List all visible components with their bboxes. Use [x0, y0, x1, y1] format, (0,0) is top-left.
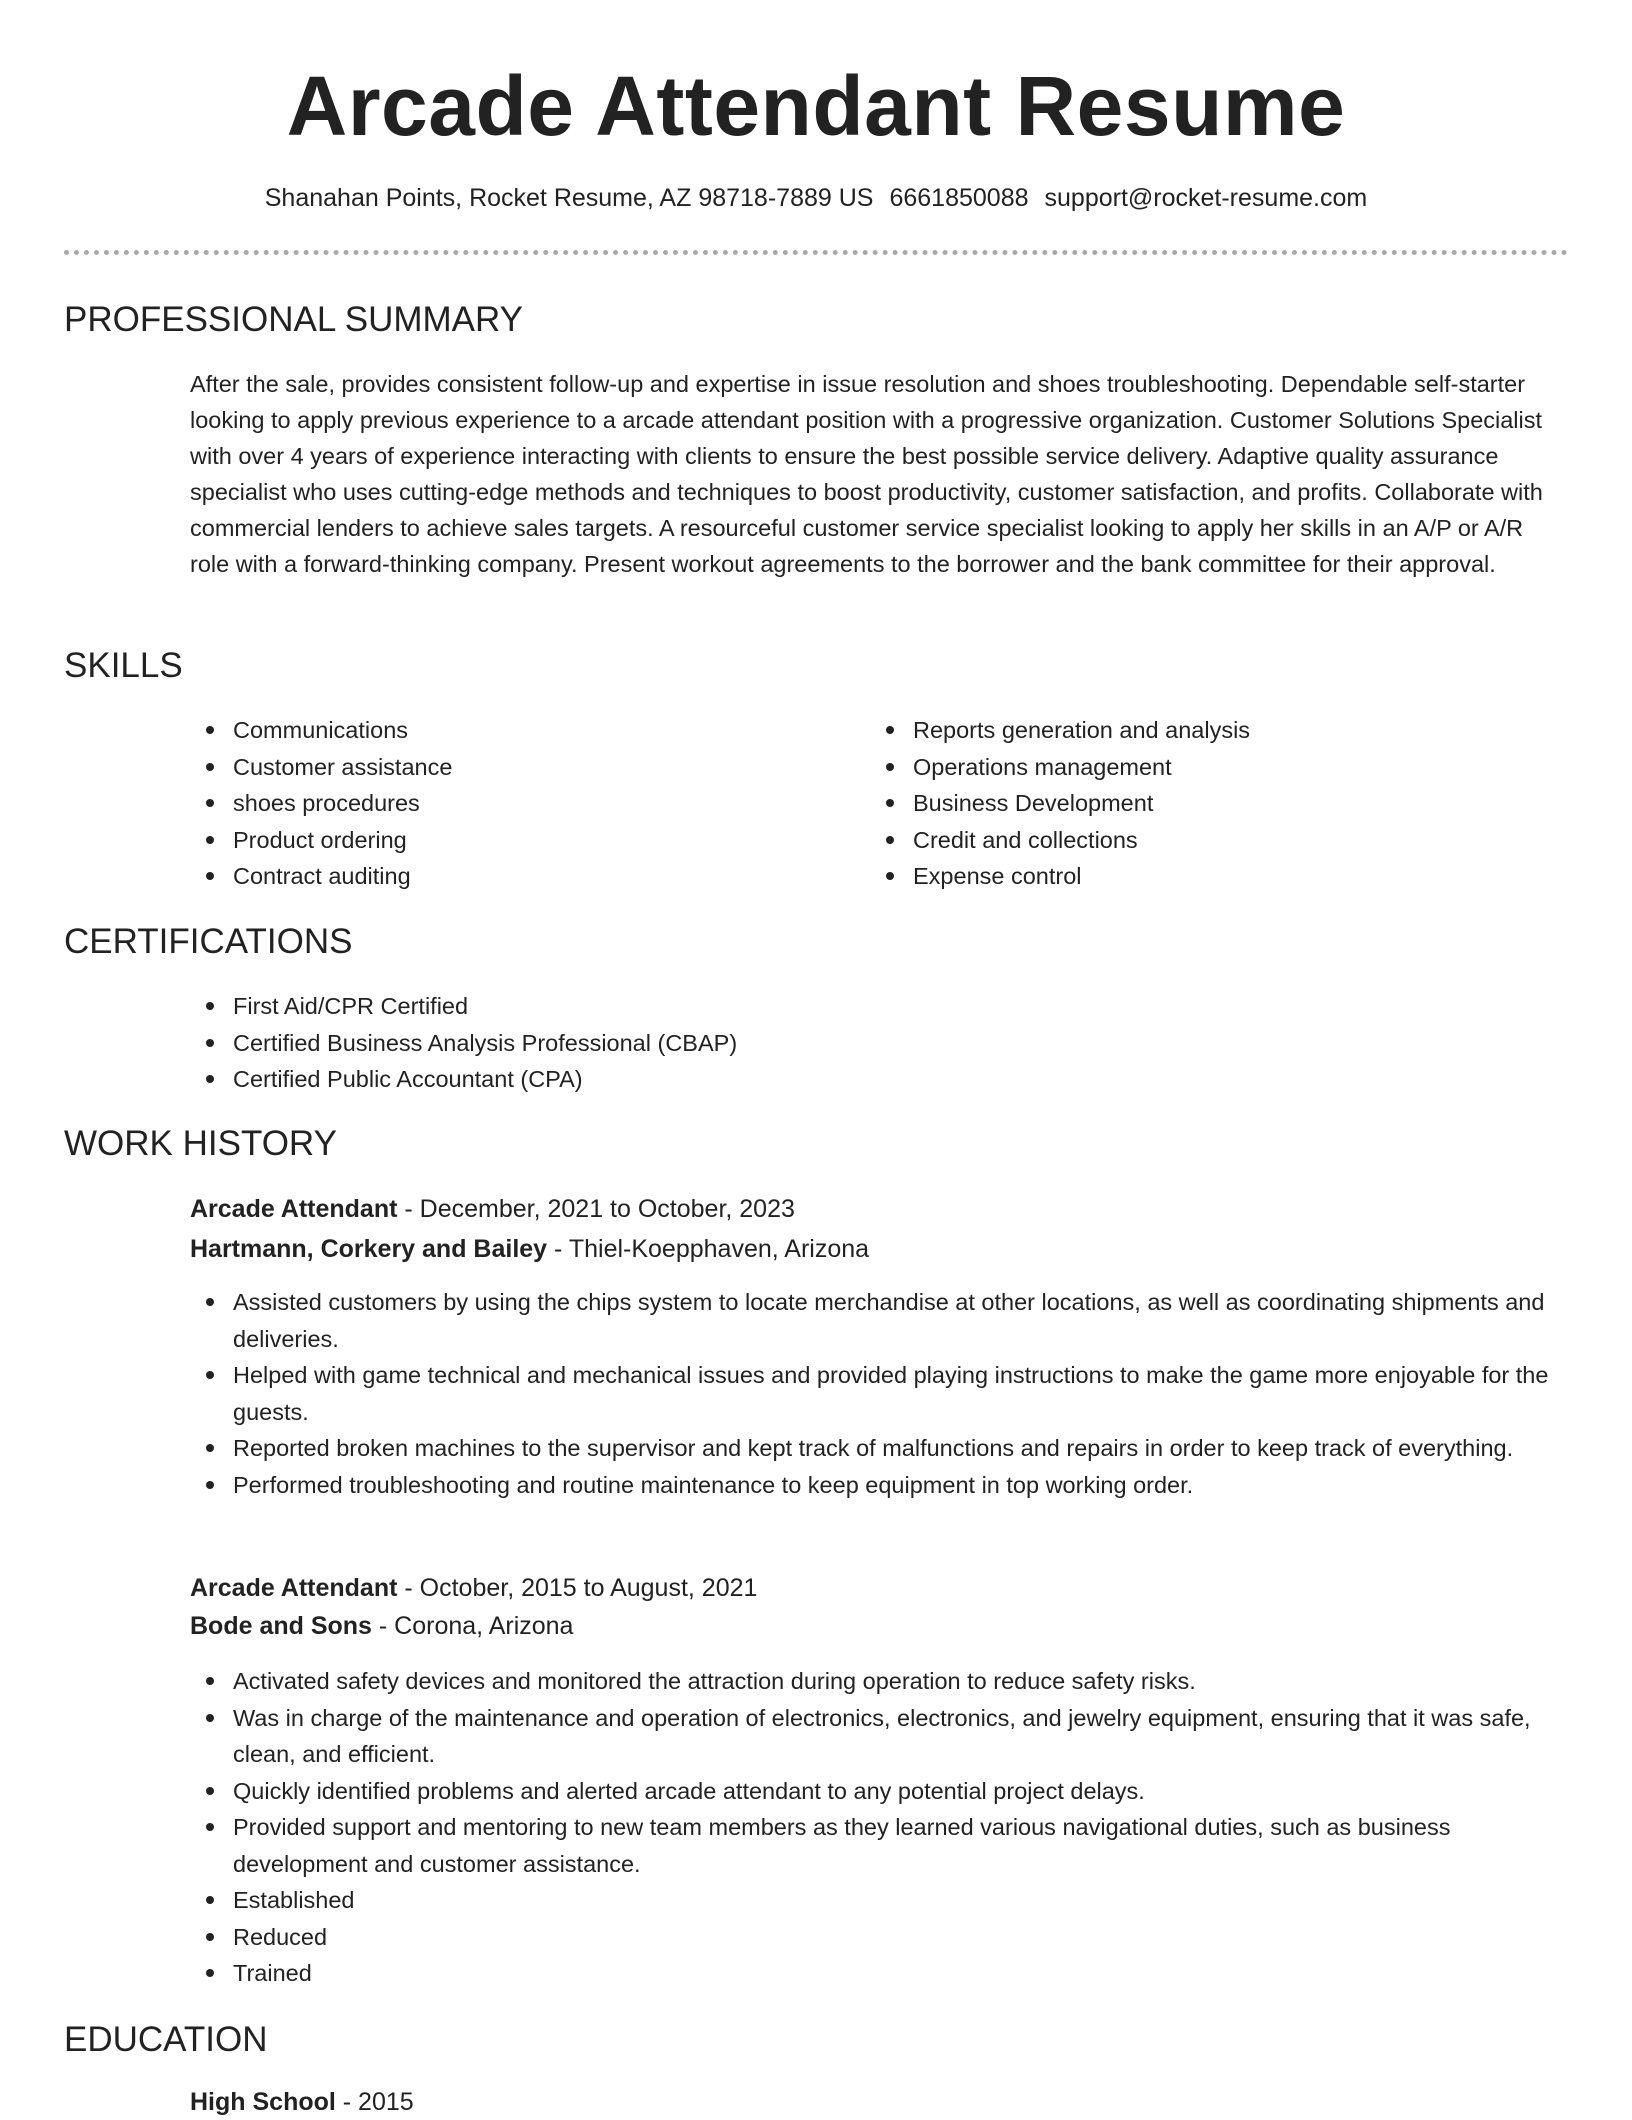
- job-title-line: [190, 1191, 795, 1227]
- job-bullets: [190, 1284, 1560, 1503]
- summary-heading: PROFESSIONAL SUMMARY: [64, 300, 523, 339]
- job-location: - Thiel-Koepphaven, Arizona: [547, 1235, 870, 1263]
- education-degree: High School: [190, 2088, 336, 2116]
- certifications-list: [190, 988, 1550, 1098]
- contact-email: support@rocket-resume.com: [1044, 184, 1368, 212]
- job-company-line: [190, 1608, 573, 1644]
- skill-item: shoes procedures: [190, 785, 850, 822]
- job-bullet: Reduced: [190, 1919, 1560, 1956]
- job-title-line: [190, 1570, 757, 1606]
- job-bullet: Trained: [190, 1955, 1560, 1992]
- job-bullet: Reported broken machines to the supervisor and kept track of malfunctions and repairs in order to keep track of everything.: [190, 1430, 1560, 1467]
- job-company: Hartmann, Corkery and Bailey: [190, 1235, 548, 1263]
- skill-item: Reports generation and analysis: [870, 712, 1550, 749]
- work-history-heading: WORK HISTORY: [64, 1124, 337, 1163]
- skill-item: Product ordering: [190, 822, 850, 859]
- job-company: Bode and Sons: [190, 1612, 372, 1640]
- job-dates: - October, 2015 to August, 2021: [397, 1574, 758, 1602]
- job-company-line: [190, 1231, 869, 1267]
- skills-heading: SKILLS: [64, 646, 183, 685]
- skills-list-left: [190, 712, 850, 895]
- certification-item: Certified Business Analysis Professional (CBAP): [190, 1025, 1550, 1062]
- skill-item: Expense control: [870, 858, 1550, 895]
- skills-list-right: [870, 712, 1550, 895]
- job-bullet: Quickly identified problems and alerted arcade attendant to any potential project delays.: [190, 1773, 1560, 1810]
- skill-item: Communications: [190, 712, 850, 749]
- job-bullets: [190, 1663, 1560, 1992]
- job-bullet: Assisted customers by using the chips system to locate merchandise at other locations, as well as coordinating shipments and deliveries.: [190, 1284, 1560, 1357]
- job-bullet: Helped with game technical and mechanical issues and provided playing instructions to make the game more enjoyable for the guests.: [190, 1357, 1560, 1430]
- summary-text: After the sale, provides consistent follow-up and expertise in issue resolution and shoes troubleshooting. Dependable self-starter looking to apply previous experience to a arcade attendant position with a progressive organization. Customer Solutions Specialist with over 4 years of experience interacting with clients to ensure the best possible service delivery. Adaptive quality assurance specialist who uses cutting-edge methods and techniques to boost productivity, customer satisfaction, and profits. Collaborate with commercial lenders to achieve sales targets. A resourceful customer service specialist looking to apply her skills in an A/P or A/R role with a forward-thinking company. Present workout agreements to the borrower and the bank committee for their approval.: [190, 371, 1543, 577]
- education-heading: EDUCATION: [64, 2020, 268, 2059]
- job-title: Arcade Attendant: [190, 1574, 398, 1602]
- skill-item: Customer assistance: [190, 749, 850, 786]
- job-location: - Corona, Arizona: [371, 1612, 574, 1640]
- header-divider: [64, 250, 1568, 255]
- job-bullet: Performed troubleshooting and routine maintenance to keep equipment in top working order.: [190, 1467, 1560, 1504]
- skill-item: Credit and collections: [870, 822, 1550, 859]
- job-bullet: Established: [190, 1882, 1560, 1919]
- job-bullet: Activated safety devices and monitored the attraction during operation to reduce safety risks.: [190, 1663, 1560, 1700]
- job-bullet: Was in charge of the maintenance and operation of electronics, electronics, and jewelry equipment, ensuring that it was safe, clean, and efficient.: [190, 1700, 1560, 1773]
- contact-phone: 6661850088: [889, 184, 1029, 212]
- education-line: [190, 2084, 414, 2120]
- job-title: Arcade Attendant: [190, 1195, 398, 1223]
- resume-title: Arcade Attendant Resume: [286, 59, 1346, 153]
- job-dates: - December, 2021 to October, 2023: [397, 1195, 795, 1223]
- skill-item: Contract auditing: [190, 858, 850, 895]
- certifications-heading: CERTIFICATIONS: [64, 922, 353, 961]
- certification-item: Certified Public Accountant (CPA): [190, 1061, 1550, 1098]
- education-year: - 2015: [335, 2088, 414, 2116]
- certification-item: First Aid/CPR Certified: [190, 988, 1550, 1025]
- contact-address: Shanahan Points, Rocket Resume, AZ 98718-7889 US: [264, 184, 874, 212]
- skill-item: Business Development: [870, 785, 1550, 822]
- job-bullet: Provided support and mentoring to new team members as they learned various navigational duties, such as business development and customer assistance.: [190, 1809, 1560, 1882]
- skill-item: Operations management: [870, 749, 1550, 786]
- contact-line: [0, 180, 1632, 216]
